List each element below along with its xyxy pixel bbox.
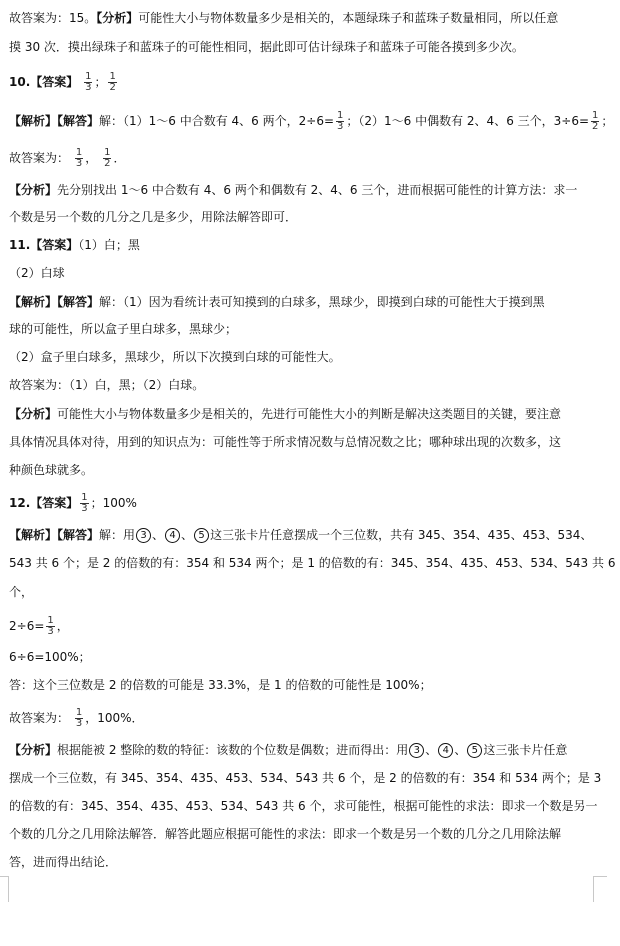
fraction: $\frac{1}{3}$: [85, 71, 92, 93]
q12-solution-2: 543 共 6 个；是 2 的倍数的有：354 和 534 两个；是 1 的倍数的有：345、354、435、453、534、543 共 6: [9, 556, 616, 570]
circled-number-5: 5: [194, 528, 209, 543]
crop-mark-left-h: [0, 876, 9, 877]
fraction: $\frac{1}{3}$: [47, 615, 54, 637]
q10-solution: 【解析】【解答】解：（1）1～6 中合数有 4、6 两个，2÷6= $\frac{1}{3}$ ；（2）1～6 中偶数有 2、4、6 三个，3÷6= $\frac{1}{2}$ ；: [9, 110, 614, 132]
q12-equation-2: 6÷6=100%；: [9, 650, 91, 664]
q11-answer: 11.【答案】（1）白；黑: [9, 238, 140, 252]
q11-solution-1: 【解析】【解答】解：（1）因为看统计表可知摸到的白球多，黑球少，即摸到白球的可能性大于摸到黑: [9, 295, 545, 309]
q12-equation-1: 2÷6= $\frac{1}{3}$ ，: [9, 615, 69, 637]
circled-number-5: 5: [467, 743, 482, 758]
q10-analysis-2: 个数是另一个数的几分之几是多少，用除法解答即可．: [9, 210, 298, 224]
q11-solution-2: 球的可能性，所以盒子里白球多，黑球少；: [9, 322, 238, 336]
circled-number-4: 4: [438, 743, 453, 758]
circled-number-3: 3: [136, 528, 151, 543]
q12-analysis-1: 【分析】根据能被 2 整除的数的特征：该数的个位数是偶数；进而得出：用 3 、 4 、 5 这三张卡片任意: [9, 743, 568, 757]
q12-analysis-3: 的倍数的有：345、354、435、453、534、543 共 6 个，求可能性，根据可能性的求法：即求一个数是另一: [9, 799, 598, 813]
circled-number-4: 4: [165, 528, 180, 543]
fraction: $\frac{1}{2}$: [592, 110, 599, 132]
q11-analysis-3: 种颜色球就多。: [9, 463, 94, 477]
fraction: $\frac{1}{2}$: [109, 71, 116, 93]
q12-response: 答：这个三位数是 2 的倍数的可能是 33.3%，是 1 的倍数的可能性是 100%；: [9, 678, 432, 692]
q11-answer-2: （2）白球: [9, 266, 65, 280]
q12-analysis-4: 个数的几分之几用除法解答．解答此题应根据可能性的求法：即求一个数是另一个数的几分之几用除法解: [9, 827, 562, 841]
q12-analysis-2: 摆成一个三位数，有 345、354、435、453、534、543 共 6 个，是 2 的倍数的有：354 和 534 两个；是 3: [9, 771, 602, 785]
analysis-line-q9: 摸 30 次．摸出绿珠子和蓝珠子的可能性相同，据此即可估计绿珠子和蓝珠子可能各摸到多少次。: [9, 40, 524, 54]
q11-analysis-2: 具体情况具体对待，用到的知识点为：可能性等于所求情况数与总情况数之比；哪种球出现的次数多，这: [9, 435, 562, 449]
q12-solution-3: 个，: [9, 585, 34, 599]
q11-analysis-1: 【分析】可能性大小与物体数量多少是相关的，先进行可能性大小的判断是解决这类题目的关键，要注意: [9, 407, 562, 421]
q10-final-answer: 故答案为： $\frac{1}{3}$ ， $\frac{1}{2}$ ．: [9, 147, 126, 169]
fraction: $\frac{1}{3}$: [75, 707, 83, 729]
q10-answer: 10.【答案】 $\frac{1}{3}$ ； $\frac{1}{2}$: [9, 71, 116, 93]
crop-mark-right-h: [593, 876, 607, 877]
q12-final-answer: 故答案为： $\frac{1}{3}$ ，100%．: [9, 707, 144, 729]
crop-mark-left-v: [8, 876, 9, 902]
answer-line-q9: 故答案为：15。【分析】可能性大小与物体数量多少是相关的，本题绿珠子和蓝珠子数量相同，所以任意: [9, 11, 559, 25]
fraction: $\frac{1}{3}$: [81, 492, 88, 514]
fraction: $\frac{1}{2}$: [104, 147, 111, 169]
q12-solution-1: 【解析】【解答】解：用 3 、 4 、 5 这三张卡片任意摆成一个三位数，共有 345、354、435、453、534、: [9, 528, 593, 542]
crop-mark-right-v: [593, 876, 594, 902]
q12-analysis-5: 答，进而得出结论．: [9, 855, 118, 869]
q11-solution-3: （2）盒子里白球多，黑球少，所以下次摸到白球的可能性大。: [9, 350, 341, 364]
fraction: $\frac{1}{3}$: [337, 110, 344, 132]
q10-analysis-1: 【分析】先分别找出 1～6 中合数有 4、6 两个和偶数有 2、4、6 三个，进而根据可能性的计算方法：求一: [9, 183, 578, 197]
q11-final-answer: 故答案为：（1）白，黑；（2）白球。: [9, 378, 205, 392]
fraction: $\frac{1}{3}$: [75, 147, 83, 169]
q12-answer: 12.【答案】 $\frac{1}{3}$ ；100%: [9, 492, 137, 514]
circled-number-3: 3: [409, 743, 424, 758]
